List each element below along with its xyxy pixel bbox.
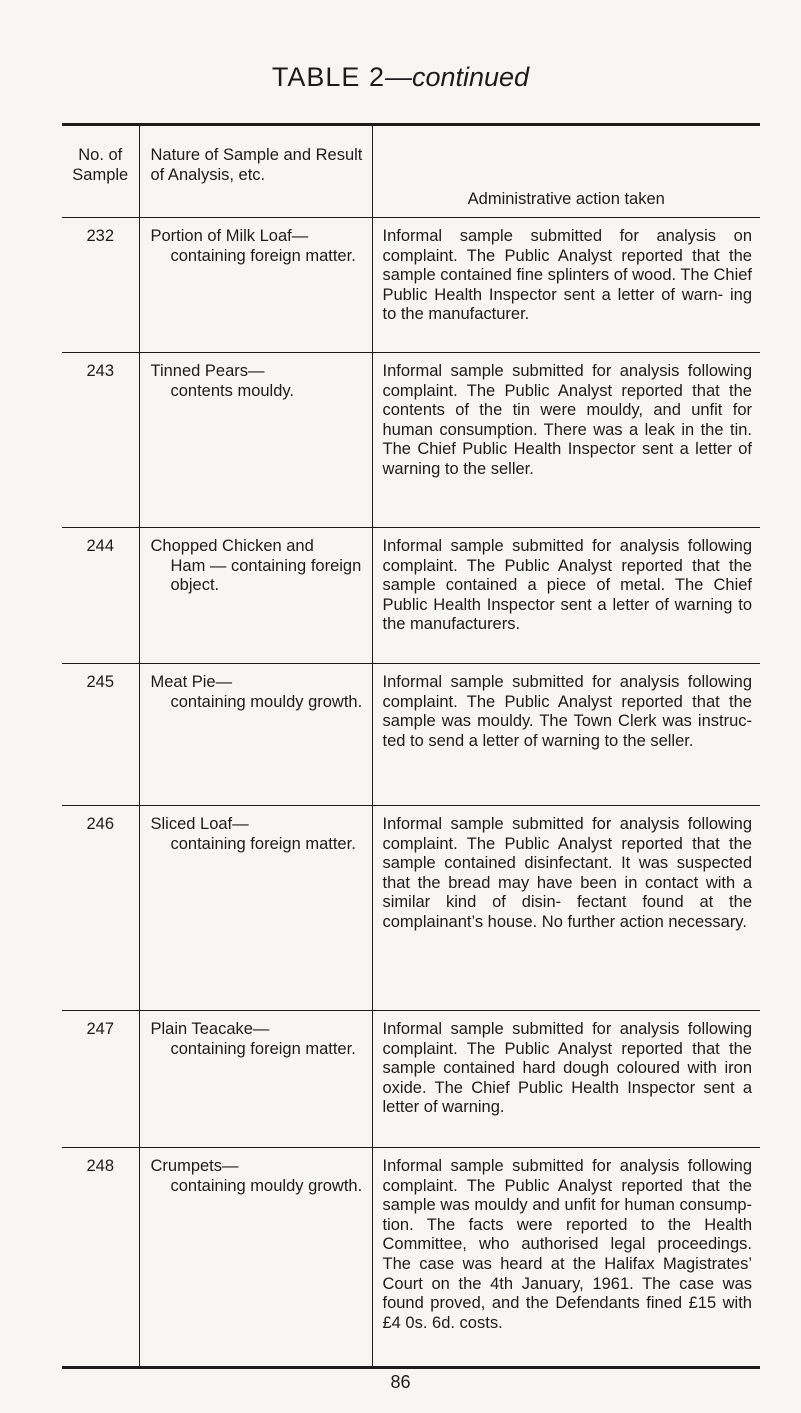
admin-action: Informal sample submitted for analysis on complaint. The Public Analyst reported that the sample contained fine splinters of wood. The Chief Public Health Inspector sent a letter of warn- ing to the manufacturer. — [372, 218, 760, 353]
sample-nature — [139, 664, 372, 806]
admin-action: Informal sample submitted for analysis following complaint. The Public Analyst reported that the sample contained a piece of metal. The Chief Public Health Inspector sent a letter of warning to the manufacturers. — [372, 528, 760, 664]
sample-number: 248 — [62, 1148, 139, 1368]
sample-number: 247 — [62, 1011, 139, 1148]
table-row — [62, 1011, 760, 1148]
page-title — [0, 62, 801, 93]
sample-nature — [139, 218, 372, 353]
nature-detail: Ham — containing foreign object. — [170, 556, 362, 595]
column-header-admin: Administrative action taken — [372, 125, 760, 218]
nature-title: Meat Pie— — [150, 673, 233, 691]
nature-detail: containing foreign matter. — [170, 246, 356, 265]
sample-number: 232 — [62, 218, 139, 353]
nature-title: Sliced Loaf— — [150, 815, 249, 833]
nature-title: Tinned Pears— — [150, 362, 265, 380]
page-number: 86 — [390, 1372, 411, 1392]
sample-nature — [139, 1148, 372, 1368]
admin-action: Informal sample submitted for analysis following complaint. The Public Analyst reported that the sample contained hard dough coloured with iron oxide. The Chief Public Health Inspector sent a letter of warning. — [372, 1011, 760, 1148]
sample-nature — [139, 528, 372, 664]
sample-number: 246 — [62, 806, 139, 1011]
nature-title: Crumpets— — [150, 1157, 239, 1175]
column-header-no: No. of Sample — [72, 146, 129, 184]
table-row — [62, 353, 760, 528]
table-row — [62, 528, 760, 664]
table-row — [62, 1148, 760, 1368]
sample-nature — [139, 1011, 372, 1148]
table-header-row — [62, 125, 760, 218]
title-continued: —continued — [384, 62, 530, 92]
sample-number: 243 — [62, 353, 139, 528]
admin-action: Informal sample submitted for analysis following complaint. The Public Analyst reported that the sample was mouldy and unfit for human consump- tion. The facts were reported to the Health Committee, who authorised legal proceedings. The case was heard at the Halifax Magistrates’ Court on the 4th January, 1961. The case was found proved, and the Defendants fined £15 with £4 0s. 6d. costs. — [372, 1148, 760, 1368]
title-main: TABLE 2 — [271, 62, 385, 92]
admin-action: Informal sample submitted for analysis following complaint. The Public Analyst reported that the contents of the tin were mouldy, and unfit for human consumption. There was a leak in the tin. The Chief Public Health Inspector sent a letter of warning to the seller. — [372, 353, 760, 528]
admin-action: Informal sample submitted for analysis following complaint. The Public Analyst reported that the sample contained disinfectant. It was suspected that the bread may have been in contact with a similar kind of disin- fectant found at the complainant’s house. No further action necessary. — [372, 806, 760, 1011]
sample-number: 245 — [62, 664, 139, 806]
nature-title: Portion of Milk Loaf— — [150, 227, 309, 245]
sample-table — [62, 123, 760, 1369]
nature-detail: containing mouldy growth. — [170, 1176, 363, 1195]
nature-detail: containing mouldy growth. — [170, 692, 363, 711]
table-row — [62, 218, 760, 353]
sample-number: 244 — [62, 528, 139, 664]
column-header-nature: Nature of Sample and Result of Analysis, etc. — [139, 125, 372, 218]
nature-detail: containing foreign matter. — [170, 1039, 356, 1058]
admin-action: Informal sample submitted for analysis following complaint. The Public Analyst reported that the sample was mouldy. The Town Clerk was instruc- ted to send a letter of warning to the seller. — [372, 664, 760, 806]
sample-nature — [139, 806, 372, 1011]
table-row — [62, 806, 760, 1011]
sample-nature — [139, 353, 372, 528]
nature-title: Plain Teacake— — [150, 1020, 270, 1038]
nature-detail: contents mouldy. — [170, 381, 295, 400]
nature-title: Chopped Chicken and — [150, 537, 314, 555]
table-row — [62, 664, 760, 806]
nature-detail: containing foreign matter. — [170, 834, 356, 853]
